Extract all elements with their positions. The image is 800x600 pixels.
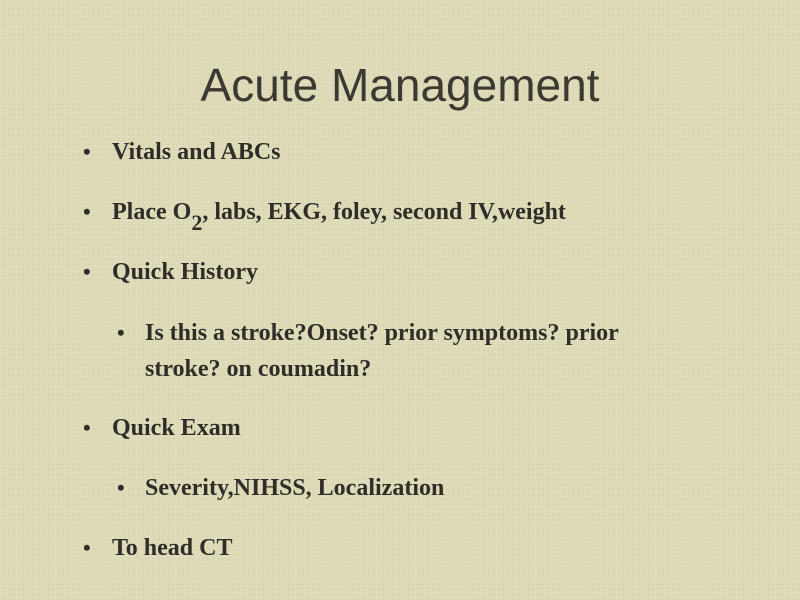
bullet-text: Quick History [112,259,259,285]
bullet-icon: • [83,259,91,284]
sub-bullet-item-stroke-questions [117,315,619,387]
bullet-text: Quick Exam [112,415,241,441]
sub-bullet-item-severity [117,470,445,506]
subscript-2: 2 [191,210,203,235]
bullet-icon: • [83,199,91,224]
bullet-icon: • [83,415,91,440]
bullet-text-post: , labs, EKG, foley, second IV,weight [202,199,566,225]
bullet-text-line-1: Is this a stroke?Onset? prior symptoms? prior [145,320,619,346]
bullet-item-quick-exam [83,410,241,446]
bullet-item-place-o2 [83,194,566,235]
bullet-item-vitals [83,134,281,170]
bullet-icon: • [83,535,91,560]
bullet-text-pre: Place O [112,199,192,225]
bullet-item-quick-history [83,254,259,290]
bullet-icon: • [83,139,91,164]
bullet-icon: • [117,475,125,500]
slide-title: Acute Management [200,59,600,111]
bullet-icon: • [117,320,125,345]
bullet-text: Vitals and ABCs [112,139,281,165]
bullet-text: To head CT [112,535,233,561]
bullet-text: Severity,NIHSS, Localization [145,475,445,501]
bullet-text-line-2: stroke? on coumadin? [145,356,372,382]
bullet-item-head-ct [83,530,233,566]
